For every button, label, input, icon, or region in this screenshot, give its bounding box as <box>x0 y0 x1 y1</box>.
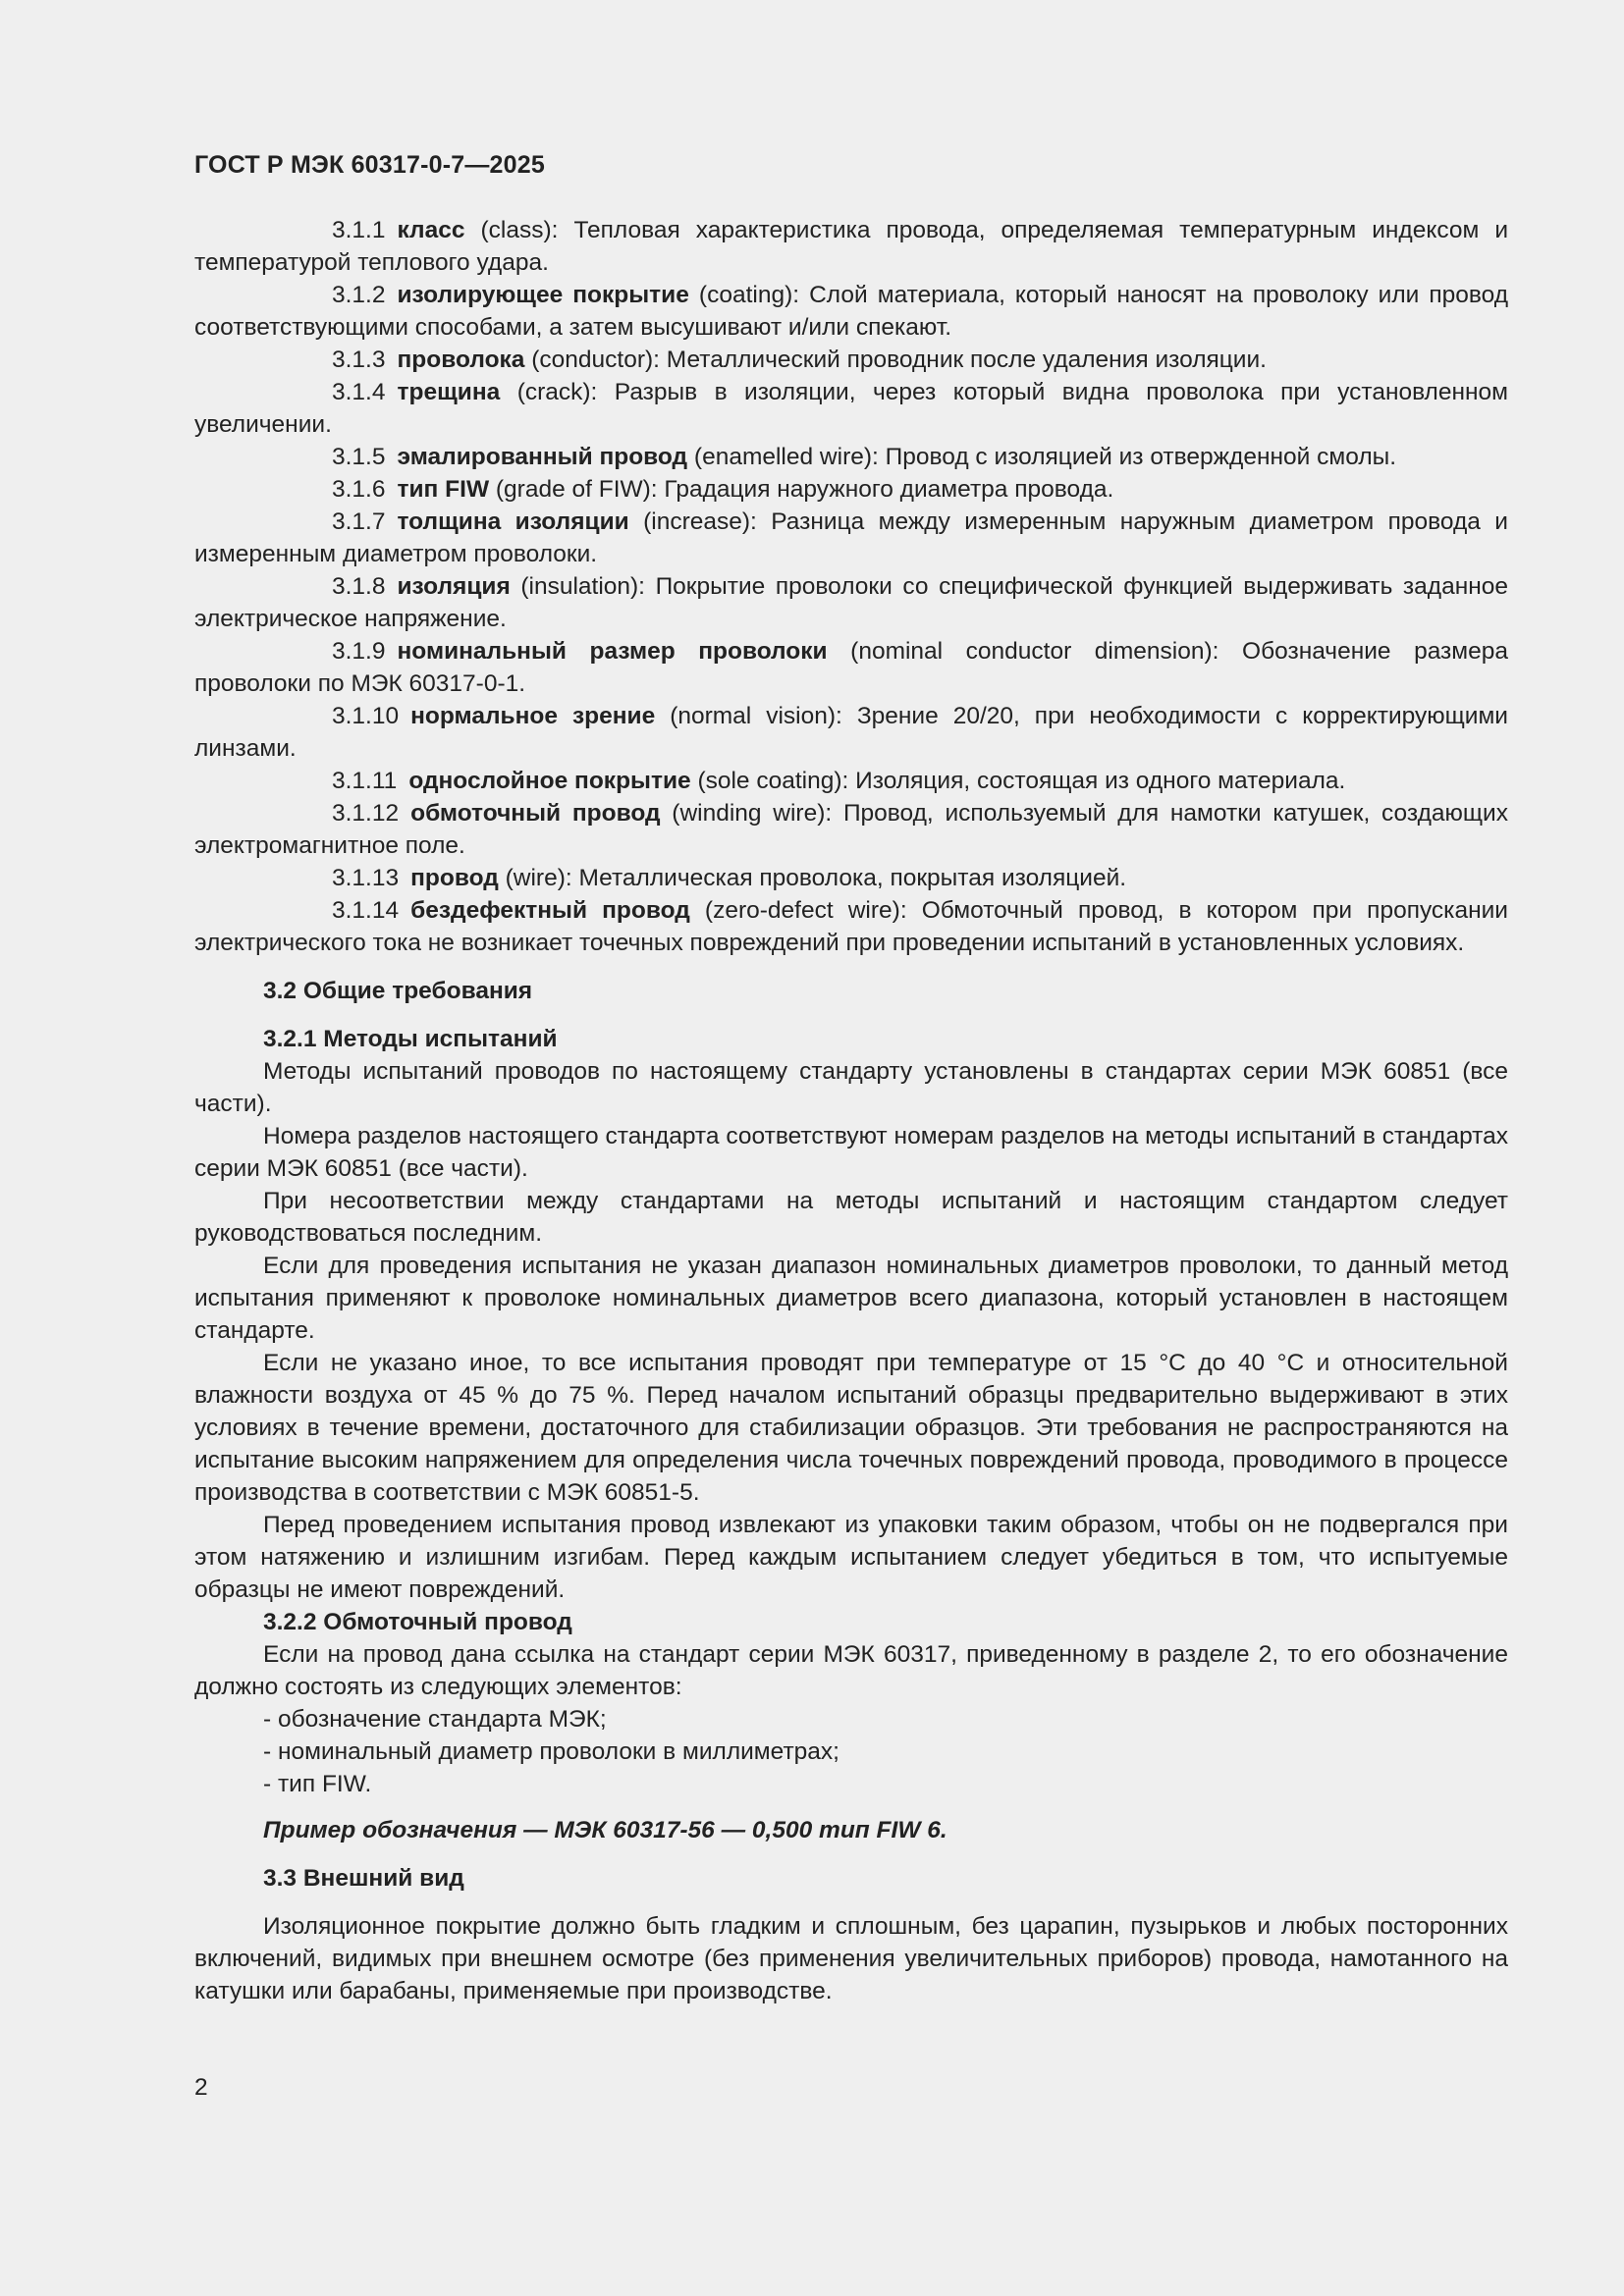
section-heading-3-2: 3.2 Общие требования <box>263 978 533 1004</box>
paragraph: Если для проведения испытания не указан диапазон номинальных диаметров проволоки, то данный метод испытания применяют к проволоке номинальных диаметров всего диапазона, который установлен в настоящем стандарте. <box>194 1253 1508 1344</box>
term-entry <box>194 473 1508 506</box>
term-name: номинальный размер проволоки <box>397 638 828 665</box>
terms-list <box>194 214 1508 959</box>
term-name: изолирующее покрытие <box>397 282 689 308</box>
term-number: 3.1.9 <box>332 638 386 665</box>
term-number: 3.1.13 <box>332 865 400 891</box>
term-number: 3.1.1 <box>332 217 386 243</box>
designation-example: Пример обозначения — МЭК 60317-56 — 0,500 тип FIW 6. <box>263 1817 947 1843</box>
term-english: (crack): <box>516 379 598 405</box>
list-item: - обозначение стандарта МЭК; <box>263 1706 607 1733</box>
term-number: 3.1.8 <box>332 573 386 600</box>
term-number: 3.1.11 <box>332 768 398 794</box>
term-number: 3.1.12 <box>332 800 400 827</box>
term-name: изоляция <box>397 573 511 600</box>
paragraph: Номера разделов настоящего стандарта соответствуют номерам разделов на методы испытаний в стандартах серии МЭК 60851 (все части). <box>194 1123 1508 1182</box>
term-name: обмоточный провод <box>410 800 661 827</box>
term-entry <box>194 376 1508 441</box>
term-english: (nominal conductor dimension): <box>850 638 1219 665</box>
section-heading-3-2-2: 3.2.2 Обмоточный провод <box>263 1609 572 1635</box>
term-definition: Зрение 20/20, при необходимости с корректирующими линзами. <box>194 703 1508 762</box>
term-entry <box>194 894 1508 959</box>
term-number: 3.1.5 <box>332 444 386 470</box>
term-entry <box>194 506 1508 570</box>
paragraph: Изоляционное покрытие должно быть гладким и сплошным, без царапин, пузырьков и любых посторонних включений, видимых при внешнем осмотре (без применения увеличительных приборов) провода, намотанного на катушки или барабаны, применяемые при производстве. <box>194 1913 1508 2004</box>
term-number: 3.1.2 <box>332 282 386 308</box>
term-entry <box>194 214 1508 279</box>
page-number: 2 <box>194 2074 208 2101</box>
term-definition: Изоляция, состоящая из одного материала. <box>855 768 1346 794</box>
term-entry <box>194 570 1508 635</box>
term-entry <box>194 441 1508 473</box>
term-english: (normal vision): <box>670 703 842 729</box>
term-english: (increase): <box>643 508 757 535</box>
term-english: (winding wire): <box>672 800 833 827</box>
term-entry <box>194 765 1508 797</box>
document-page <box>194 147 1508 2007</box>
document-header: ГОСТ Р МЭК 60317-0-7—2025 <box>194 151 545 179</box>
term-number: 3.1.3 <box>332 347 386 373</box>
term-english: (grade of FIW): <box>495 476 658 503</box>
term-name: класс <box>397 217 465 243</box>
paragraph: Если не указано иное, то все испытания проводят при температуре от 15 °С до 40 °С и относительной влажности воздуха от 45 % до 75 %. Перед началом испытаний образцы предварительно выдерживают в этих условиях в течение времени, достаточного для стабилизации образцов. Эти требования не распространяются на испытание высоким напряжением для определения числа точечных повреждений провода, проводимого в процессе производства в соответствии с МЭК 60851-5. <box>194 1350 1508 1506</box>
section-heading-3-3: 3.3 Внешний вид <box>263 1865 464 1892</box>
term-definition: Провод с изоляцией из отвержденной смолы. <box>885 444 1397 470</box>
term-definition: Металлический проводник после удаления изоляции. <box>666 347 1267 373</box>
section-heading-3-2-1: 3.2.1 Методы испытаний <box>263 1026 558 1052</box>
term-definition: Покрытие проволоки со специфической функцией выдерживать заданное электрическое напряжение. <box>194 573 1509 632</box>
list-item: - тип FIW. <box>263 1771 372 1797</box>
term-number: 3.1.6 <box>332 476 386 503</box>
term-definition: Разрыв в изоляции, через который видна проволока при установленном увеличении. <box>194 379 1509 438</box>
term-name: бездефектный провод <box>410 897 690 924</box>
term-name: однослойное покрытие <box>408 768 691 794</box>
term-english: (insulation): <box>520 573 645 600</box>
term-number: 3.1.7 <box>332 508 386 535</box>
term-english: (wire): <box>505 865 572 891</box>
term-entry <box>194 862 1508 894</box>
term-definition: Разница между измеренным наружным диаметром провода и измеренным диаметром проволоки. <box>194 508 1508 567</box>
term-name: эмалированный провод <box>397 444 688 470</box>
term-number: 3.1.14 <box>332 897 400 924</box>
paragraph: Методы испытаний проводов по настоящему стандарту установлены в стандартах серии МЭК 60851 (все части). <box>194 1058 1508 1117</box>
term-name: проволока <box>397 347 525 373</box>
term-english: (coating): <box>698 282 800 308</box>
term-english: (conductor): <box>531 347 660 373</box>
list-item: - номинальный диаметр проволоки в миллиметрах; <box>263 1738 839 1765</box>
term-entry <box>194 344 1508 376</box>
term-name: тип FIW <box>397 476 490 503</box>
term-english: (class): <box>480 217 559 243</box>
term-entry <box>194 700 1508 765</box>
term-name: трещина <box>397 379 501 405</box>
term-definition: Провод, используемый для намотки катушек, создающих электромагнитное поле. <box>194 800 1508 859</box>
term-name: провод <box>410 865 499 891</box>
term-definition: Градация наружного диаметра провода. <box>664 476 1114 503</box>
term-definition: Металлическая проволока, покрытая изоляцией. <box>578 865 1127 891</box>
term-definition: Слой материала, который наносят на проволоку или провод соответствующими способами, а затем высушивают и/или спекают. <box>194 282 1508 341</box>
paragraph: Если на провод дана ссылка на стандарт серии МЭК 60317, приведенному в разделе 2, то его обозначение должно состоять из следующих элементов: <box>194 1641 1508 1700</box>
term-entry <box>194 635 1508 700</box>
term-name: толщина изоляции <box>397 508 629 535</box>
term-name: нормальное зрение <box>410 703 656 729</box>
term-number: 3.1.4 <box>332 379 386 405</box>
term-definition: Обозначение размера проволоки по МЭК 60317-0-1. <box>194 638 1509 697</box>
term-english: (enamelled wire): <box>693 444 879 470</box>
term-definition: Тепловая характеристика провода, определяемая температурным индексом и температурой теплового удара. <box>194 217 1509 276</box>
paragraph: При несоответствии между стандартами на методы испытаний и настоящим стандартом следует руководствоваться последним. <box>194 1188 1508 1247</box>
term-english: (sole coating): <box>697 768 849 794</box>
term-definition: Обмоточный провод, в котором при пропускании электрического тока не возникает точечных повреждений при проведении испытаний в установленных условиях. <box>194 897 1508 956</box>
term-number: 3.1.10 <box>332 703 400 729</box>
paragraph: Перед проведением испытания провод извлекают из упаковки таким образом, чтобы он не подвергался при этом натяжению и излишним изгибам. Перед каждым испытанием следует убедиться в том, что испытуемые образцы не имеют повреждений. <box>194 1512 1508 1603</box>
term-english: (zero-defect wire): <box>704 897 907 924</box>
term-entry <box>194 797 1508 862</box>
term-entry <box>194 279 1508 344</box>
